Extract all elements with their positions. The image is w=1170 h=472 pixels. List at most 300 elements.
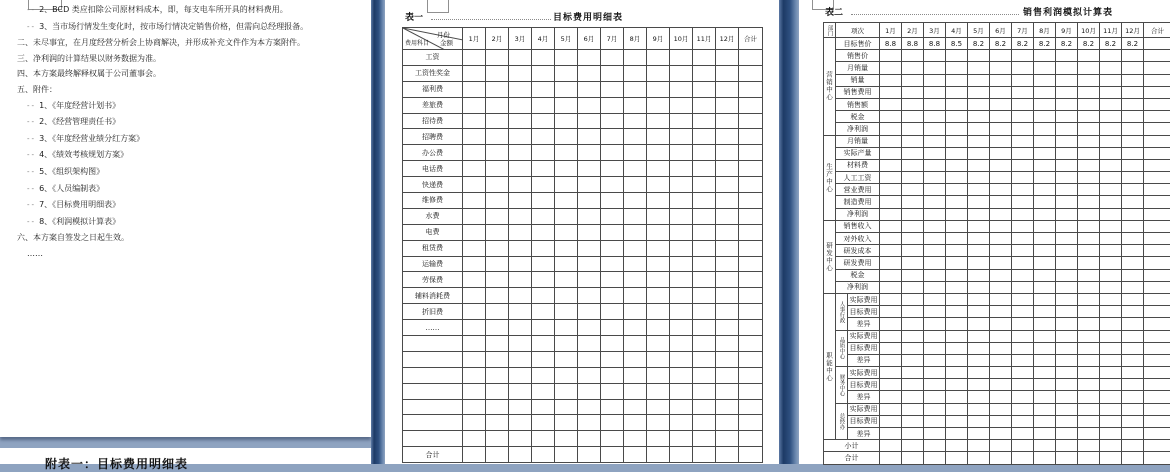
value-cell[interactable] <box>1144 233 1170 245</box>
value-cell[interactable] <box>902 220 924 232</box>
value-cell[interactable] <box>990 379 1012 391</box>
expense-value-cell[interactable] <box>647 383 670 399</box>
value-cell[interactable] <box>946 342 968 354</box>
expense-value-cell[interactable] <box>486 113 509 129</box>
month-header[interactable]: 8月 <box>1034 23 1056 38</box>
value-cell[interactable] <box>1100 74 1122 86</box>
doc-paragraph[interactable] <box>0 35 367 51</box>
value-cell[interactable] <box>1012 245 1034 257</box>
value-cell[interactable] <box>946 135 968 147</box>
month-header[interactable]: 6月 <box>990 23 1012 38</box>
expense-value-cell[interactable] <box>601 177 624 193</box>
value-cell[interactable] <box>1100 147 1122 159</box>
dept-column-header[interactable]: 部门 <box>824 23 836 38</box>
value-cell[interactable] <box>880 306 902 318</box>
expense-value-cell[interactable] <box>532 81 555 97</box>
expense-value-cell[interactable] <box>578 97 601 113</box>
expense-value-cell[interactable] <box>578 224 601 240</box>
value-cell[interactable] <box>880 98 902 110</box>
value-cell[interactable] <box>924 123 946 135</box>
doc-paragraph[interactable] <box>0 246 367 262</box>
expense-value-cell[interactable] <box>601 431 624 447</box>
expense-value-cell[interactable] <box>532 177 555 193</box>
expense-value-cell[interactable] <box>555 415 578 431</box>
expense-value-cell[interactable] <box>509 336 532 352</box>
expense-value-cell[interactable] <box>624 65 647 81</box>
value-cell[interactable] <box>1100 440 1122 452</box>
expense-value-cell[interactable] <box>555 288 578 304</box>
value-cell[interactable] <box>990 172 1012 184</box>
expense-value-cell[interactable] <box>739 367 763 383</box>
value-cell[interactable] <box>990 330 1012 342</box>
expense-value-cell[interactable] <box>509 81 532 97</box>
expense-value-cell[interactable] <box>624 240 647 256</box>
value-cell[interactable] <box>1122 379 1144 391</box>
expense-value-cell[interactable] <box>624 415 647 431</box>
value-cell[interactable] <box>1078 293 1100 305</box>
expense-value-cell[interactable] <box>670 447 693 463</box>
expense-value-cell[interactable] <box>578 383 601 399</box>
expense-value-cell[interactable] <box>555 351 578 367</box>
value-cell[interactable]: 8.2 <box>1100 38 1122 50</box>
value-cell[interactable] <box>1034 135 1056 147</box>
expense-value-cell[interactable] <box>647 50 670 66</box>
expense-row-label[interactable]: 电费 <box>403 224 463 240</box>
expense-value-cell[interactable] <box>601 193 624 209</box>
value-cell[interactable] <box>1122 342 1144 354</box>
value-cell[interactable]: 8.2 <box>968 38 990 50</box>
expense-value-cell[interactable] <box>670 272 693 288</box>
expense-value-cell[interactable] <box>578 351 601 367</box>
value-cell[interactable] <box>1122 184 1144 196</box>
expense-value-cell[interactable] <box>670 224 693 240</box>
expense-value-cell[interactable] <box>601 129 624 145</box>
expense-value-cell[interactable] <box>463 383 486 399</box>
expense-value-cell[interactable] <box>670 431 693 447</box>
value-cell[interactable] <box>902 330 924 342</box>
value-cell[interactable] <box>924 269 946 281</box>
value-cell[interactable] <box>1034 74 1056 86</box>
item-label[interactable]: 差异 <box>848 318 880 330</box>
value-cell[interactable] <box>880 354 902 366</box>
value-cell[interactable] <box>1078 403 1100 415</box>
value-cell[interactable]: 8.2 <box>1056 38 1078 50</box>
expense-value-cell[interactable] <box>509 447 532 463</box>
value-cell[interactable] <box>924 98 946 110</box>
expense-value-cell[interactable] <box>624 50 647 66</box>
value-cell[interactable] <box>902 172 924 184</box>
value-cell[interactable] <box>946 172 968 184</box>
value-cell[interactable] <box>1078 440 1100 452</box>
expense-value-cell[interactable] <box>647 193 670 209</box>
value-cell[interactable] <box>924 440 946 452</box>
value-cell[interactable] <box>880 342 902 354</box>
value-cell[interactable] <box>946 354 968 366</box>
value-cell[interactable] <box>968 233 990 245</box>
item-label[interactable]: 差异 <box>848 428 880 440</box>
month-header[interactable]: 9月 <box>1056 23 1078 38</box>
value-cell[interactable] <box>1034 208 1056 220</box>
doc-paragraph[interactable] <box>0 230 367 246</box>
expense-value-cell[interactable] <box>532 351 555 367</box>
value-cell[interactable] <box>1012 440 1034 452</box>
value-cell[interactable] <box>902 86 924 98</box>
item-column-header[interactable]: 项次 <box>836 23 880 38</box>
value-cell[interactable] <box>1078 269 1100 281</box>
expense-value-cell[interactable] <box>532 431 555 447</box>
value-cell[interactable] <box>1100 50 1122 62</box>
doc-paragraph[interactable] <box>0 82 367 98</box>
value-cell[interactable] <box>902 354 924 366</box>
value-cell[interactable] <box>968 257 990 269</box>
value-cell[interactable] <box>1012 147 1034 159</box>
expense-value-cell[interactable] <box>693 367 716 383</box>
expense-value-cell[interactable] <box>463 161 486 177</box>
value-cell[interactable] <box>880 208 902 220</box>
expense-value-cell[interactable] <box>463 177 486 193</box>
expense-value-cell[interactable] <box>693 272 716 288</box>
value-cell[interactable] <box>1100 220 1122 232</box>
value-cell[interactable] <box>1100 123 1122 135</box>
value-cell[interactable]: 8.8 <box>880 38 902 50</box>
value-cell[interactable] <box>1144 379 1170 391</box>
value-cell[interactable] <box>990 440 1012 452</box>
value-cell[interactable] <box>990 74 1012 86</box>
expense-value-cell[interactable] <box>578 367 601 383</box>
month-header[interactable]: 4月 <box>946 23 968 38</box>
value-cell[interactable] <box>1100 269 1122 281</box>
value-cell[interactable] <box>1078 367 1100 379</box>
value-cell[interactable] <box>1144 98 1170 110</box>
expense-value-cell[interactable] <box>555 447 578 463</box>
value-cell[interactable] <box>990 98 1012 110</box>
expense-value-cell[interactable] <box>532 415 555 431</box>
value-cell[interactable] <box>1034 354 1056 366</box>
value-cell[interactable] <box>1034 98 1056 110</box>
value-cell[interactable] <box>902 50 924 62</box>
expense-value-cell[interactable] <box>463 431 486 447</box>
value-cell[interactable] <box>990 257 1012 269</box>
expense-value-cell[interactable] <box>578 304 601 320</box>
expense-value-cell[interactable] <box>739 431 763 447</box>
value-cell[interactable] <box>1144 245 1170 257</box>
expense-value-cell[interactable] <box>624 113 647 129</box>
expense-value-cell[interactable] <box>739 415 763 431</box>
expense-value-cell[interactable] <box>532 50 555 66</box>
expense-value-cell[interactable] <box>624 129 647 145</box>
expense-value-cell[interactable] <box>486 177 509 193</box>
expense-row-label[interactable]: 租赁费 <box>403 240 463 256</box>
item-label[interactable]: 差异 <box>848 391 880 403</box>
expense-row-label[interactable]: 招聘费 <box>403 129 463 145</box>
expense-value-cell[interactable] <box>647 81 670 97</box>
value-cell[interactable] <box>880 452 902 464</box>
expense-value-cell[interactable] <box>509 320 532 336</box>
value-cell[interactable] <box>1034 159 1056 171</box>
value-cell[interactable] <box>968 123 990 135</box>
value-cell[interactable] <box>968 159 990 171</box>
value-cell[interactable] <box>946 50 968 62</box>
month-header[interactable]: 2月 <box>902 23 924 38</box>
value-cell[interactable] <box>990 135 1012 147</box>
item-label[interactable]: 净利润 <box>836 123 880 135</box>
month-header[interactable]: 3月 <box>509 28 532 50</box>
value-cell[interactable] <box>946 293 968 305</box>
value-cell[interactable] <box>902 306 924 318</box>
expense-value-cell[interactable] <box>532 161 555 177</box>
month-header[interactable]: 8月 <box>624 28 647 50</box>
item-label[interactable]: 营业费用 <box>836 184 880 196</box>
value-cell[interactable] <box>880 293 902 305</box>
expense-value-cell[interactable] <box>578 145 601 161</box>
expense-value-cell[interactable] <box>463 208 486 224</box>
value-cell[interactable] <box>968 50 990 62</box>
value-cell[interactable] <box>946 403 968 415</box>
expense-value-cell[interactable] <box>716 272 739 288</box>
value-cell[interactable] <box>1012 269 1034 281</box>
doc-paragraph[interactable] <box>0 19 367 36</box>
expense-value-cell[interactable] <box>716 145 739 161</box>
value-cell[interactable] <box>924 50 946 62</box>
value-cell[interactable] <box>902 196 924 208</box>
subdept-label[interactable]: 总经办 <box>836 403 848 440</box>
value-cell[interactable] <box>902 159 924 171</box>
value-cell[interactable] <box>1078 391 1100 403</box>
expense-table[interactable] <box>402 27 763 463</box>
value-cell[interactable] <box>924 318 946 330</box>
expense-value-cell[interactable] <box>463 415 486 431</box>
value-cell[interactable] <box>1144 38 1170 50</box>
value-cell[interactable] <box>968 62 990 74</box>
expense-value-cell[interactable] <box>739 351 763 367</box>
value-cell[interactable] <box>1034 184 1056 196</box>
expense-value-cell[interactable] <box>624 288 647 304</box>
value-cell[interactable] <box>1012 293 1034 305</box>
value-cell[interactable] <box>902 342 924 354</box>
value-cell[interactable] <box>1012 428 1034 440</box>
expense-value-cell[interactable] <box>486 304 509 320</box>
expense-row-label[interactable]: 工资 <box>403 50 463 66</box>
value-cell[interactable] <box>990 123 1012 135</box>
value-cell[interactable] <box>1034 330 1056 342</box>
value-cell[interactable] <box>1144 74 1170 86</box>
expense-value-cell[interactable] <box>532 399 555 415</box>
value-cell[interactable] <box>946 269 968 281</box>
expense-value-cell[interactable] <box>670 304 693 320</box>
value-cell[interactable] <box>1100 428 1122 440</box>
value-cell[interactable] <box>1056 62 1078 74</box>
value-cell[interactable] <box>1100 452 1122 464</box>
expense-value-cell[interactable] <box>486 431 509 447</box>
expense-row-label[interactable] <box>403 399 463 415</box>
value-cell[interactable] <box>990 233 1012 245</box>
item-label[interactable]: 目标售价 <box>836 38 880 50</box>
value-cell[interactable] <box>924 196 946 208</box>
value-cell[interactable] <box>924 208 946 220</box>
expense-value-cell[interactable] <box>739 399 763 415</box>
expense-value-cell[interactable] <box>716 367 739 383</box>
value-cell[interactable] <box>1034 220 1056 232</box>
value-cell[interactable] <box>1144 147 1170 159</box>
expense-value-cell[interactable] <box>532 383 555 399</box>
value-cell[interactable] <box>1144 293 1170 305</box>
value-cell[interactable] <box>968 98 990 110</box>
expense-value-cell[interactable] <box>601 240 624 256</box>
value-cell[interactable] <box>902 184 924 196</box>
expense-value-cell[interactable] <box>486 336 509 352</box>
expense-value-cell[interactable] <box>601 272 624 288</box>
expense-value-cell[interactable] <box>509 304 532 320</box>
expense-value-cell[interactable] <box>463 145 486 161</box>
expense-value-cell[interactable] <box>739 320 763 336</box>
expense-value-cell[interactable] <box>578 431 601 447</box>
item-label[interactable]: 研发成本 <box>836 245 880 257</box>
value-cell[interactable] <box>946 147 968 159</box>
expense-value-cell[interactable] <box>739 97 763 113</box>
value-cell[interactable] <box>1122 415 1144 427</box>
value-cell[interactable] <box>1078 306 1100 318</box>
expense-value-cell[interactable] <box>716 304 739 320</box>
value-cell[interactable] <box>924 293 946 305</box>
value-cell[interactable] <box>990 62 1012 74</box>
value-cell[interactable] <box>880 220 902 232</box>
value-cell[interactable] <box>1034 293 1056 305</box>
value-cell[interactable] <box>946 220 968 232</box>
expense-value-cell[interactable] <box>670 50 693 66</box>
expense-value-cell[interactable] <box>670 193 693 209</box>
subtotal-label[interactable]: 小计 <box>824 440 880 452</box>
expense-value-cell[interactable] <box>486 351 509 367</box>
expense-value-cell[interactable] <box>486 161 509 177</box>
value-cell[interactable] <box>880 50 902 62</box>
value-cell[interactable] <box>1034 452 1056 464</box>
value-cell[interactable] <box>1034 233 1056 245</box>
expense-value-cell[interactable] <box>601 399 624 415</box>
expense-value-cell[interactable] <box>532 97 555 113</box>
expense-value-cell[interactable] <box>693 399 716 415</box>
expense-value-cell[interactable] <box>555 129 578 145</box>
value-cell[interactable]: 8.2 <box>990 38 1012 50</box>
expense-value-cell[interactable] <box>578 272 601 288</box>
value-cell[interactable] <box>902 452 924 464</box>
value-cell[interactable] <box>946 281 968 293</box>
expense-value-cell[interactable] <box>601 50 624 66</box>
expense-value-cell[interactable] <box>532 447 555 463</box>
value-cell[interactable] <box>1122 111 1144 123</box>
value-cell[interactable] <box>1012 196 1034 208</box>
expense-value-cell[interactable] <box>647 177 670 193</box>
value-cell[interactable] <box>1012 159 1034 171</box>
expense-value-cell[interactable] <box>601 367 624 383</box>
doc-paragraph[interactable] <box>0 66 367 82</box>
expense-value-cell[interactable] <box>670 367 693 383</box>
value-cell[interactable] <box>880 123 902 135</box>
item-label[interactable]: 目标费用 <box>848 415 880 427</box>
expense-value-cell[interactable] <box>509 65 532 81</box>
value-cell[interactable] <box>1078 172 1100 184</box>
expense-value-cell[interactable] <box>463 367 486 383</box>
expense-value-cell[interactable] <box>624 177 647 193</box>
expense-value-cell[interactable] <box>716 288 739 304</box>
value-cell[interactable] <box>1144 281 1170 293</box>
value-cell[interactable] <box>1034 269 1056 281</box>
expense-value-cell[interactable] <box>601 224 624 240</box>
value-cell[interactable] <box>1056 74 1078 86</box>
expense-value-cell[interactable] <box>647 367 670 383</box>
doc-page-table2[interactable] <box>799 0 1170 464</box>
item-label[interactable]: 实际费用 <box>848 330 880 342</box>
expense-value-cell[interactable] <box>624 304 647 320</box>
value-cell[interactable] <box>946 98 968 110</box>
value-cell[interactable] <box>924 147 946 159</box>
expense-value-cell[interactable] <box>624 161 647 177</box>
expense-value-cell[interactable] <box>486 129 509 145</box>
item-label[interactable]: 实际费用 <box>848 293 880 305</box>
expense-value-cell[interactable] <box>739 447 763 463</box>
value-cell[interactable] <box>1078 318 1100 330</box>
value-cell[interactable] <box>924 342 946 354</box>
value-cell[interactable] <box>1034 403 1056 415</box>
value-cell[interactable] <box>880 86 902 98</box>
value-cell[interactable] <box>902 318 924 330</box>
value-cell[interactable] <box>1056 452 1078 464</box>
expense-value-cell[interactable] <box>601 208 624 224</box>
value-cell[interactable] <box>924 415 946 427</box>
item-label[interactable]: 税金 <box>836 269 880 281</box>
expense-value-cell[interactable] <box>670 320 693 336</box>
value-cell[interactable] <box>1056 342 1078 354</box>
expense-value-cell[interactable] <box>555 193 578 209</box>
month-header[interactable]: 7月 <box>1012 23 1034 38</box>
value-cell[interactable] <box>1012 135 1034 147</box>
value-cell[interactable] <box>1012 306 1034 318</box>
expense-value-cell[interactable] <box>739 224 763 240</box>
value-cell[interactable] <box>924 74 946 86</box>
expense-value-cell[interactable] <box>578 240 601 256</box>
expense-value-cell[interactable] <box>601 145 624 161</box>
month-header[interactable]: 5月 <box>968 23 990 38</box>
value-cell[interactable] <box>1078 184 1100 196</box>
value-cell[interactable] <box>902 367 924 379</box>
expense-value-cell[interactable] <box>509 431 532 447</box>
value-cell[interactable] <box>1122 147 1144 159</box>
value-cell[interactable] <box>1100 245 1122 257</box>
doc-page-table1[interactable] <box>385 0 779 464</box>
value-cell[interactable] <box>1056 440 1078 452</box>
expense-value-cell[interactable] <box>716 81 739 97</box>
expense-value-cell[interactable] <box>647 65 670 81</box>
value-cell[interactable] <box>968 220 990 232</box>
value-cell[interactable] <box>902 415 924 427</box>
expense-value-cell[interactable] <box>601 161 624 177</box>
expense-value-cell[interactable] <box>739 50 763 66</box>
value-cell[interactable] <box>1056 306 1078 318</box>
expense-value-cell[interactable] <box>532 208 555 224</box>
value-cell[interactable] <box>946 86 968 98</box>
value-cell[interactable] <box>880 196 902 208</box>
month-header[interactable]: 10月 <box>670 28 693 50</box>
value-cell[interactable] <box>924 306 946 318</box>
value-cell[interactable] <box>1078 257 1100 269</box>
expense-value-cell[interactable] <box>624 193 647 209</box>
expense-row-label[interactable]: 维修费 <box>403 193 463 209</box>
expense-value-cell[interactable] <box>578 208 601 224</box>
value-cell[interactable] <box>1122 367 1144 379</box>
document-body-text[interactable] <box>0 2 367 262</box>
expense-value-cell[interactable] <box>693 224 716 240</box>
expense-value-cell[interactable] <box>463 193 486 209</box>
expense-value-cell[interactable] <box>624 81 647 97</box>
